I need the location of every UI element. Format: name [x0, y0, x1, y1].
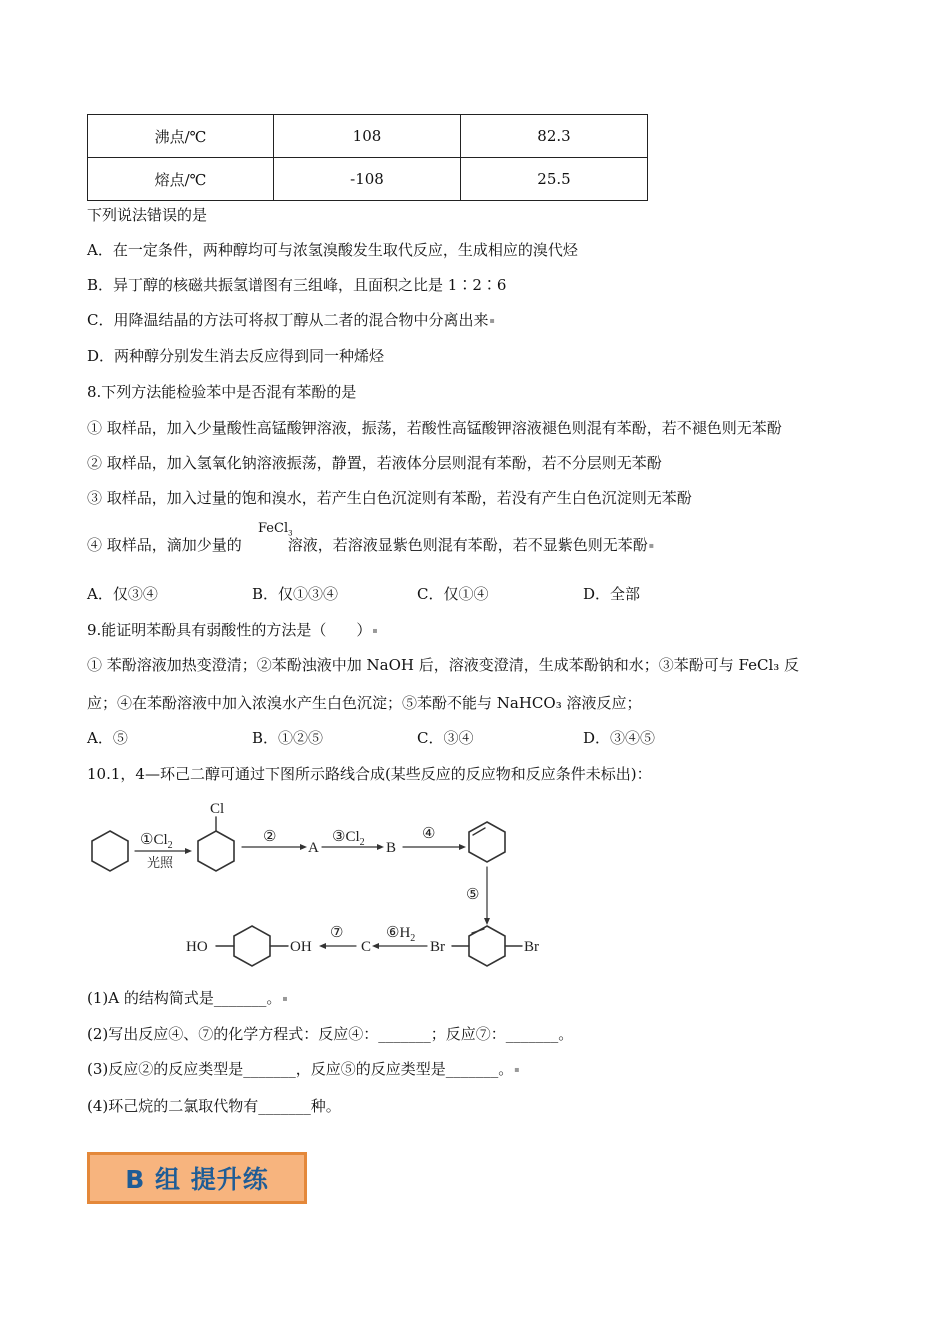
compound-a: A [308, 840, 319, 856]
q9-option-c: C．③④ [417, 729, 474, 747]
q8-option-b: B．仅①③④ [252, 585, 339, 603]
table-cell: 沸点/℃ [88, 115, 274, 158]
compound-c: C [361, 939, 372, 955]
step-1-condition: 光照 [147, 855, 174, 870]
table-row [88, 158, 648, 201]
br-right-label: Br [524, 939, 539, 955]
br-left-label: Br [430, 939, 445, 955]
q9-option-d: D．③④⑤ [583, 729, 656, 747]
step-1-label: $①Cl_2$ [140, 832, 173, 851]
q7-stem: 下列说法错误的是 [87, 206, 208, 224]
compound-b: B [386, 840, 397, 856]
oh-label: OH [290, 939, 312, 955]
chlorocyclohexane-ring [198, 831, 234, 871]
q10-part-1-text: (1)A 的结构简式是_______。 [87, 989, 282, 1007]
q7-option-c-text: C．用降温结晶的方法可将叔丁醇从二者的混合物中分离出来 [87, 311, 489, 329]
q7-option-a: A．在一定条件，两种醇均可与浓氢溴酸发生取代反应，生成相应的溴代烃 [87, 241, 578, 259]
table-cell: 82.3 [461, 115, 648, 158]
q10-part-2: (2)写出反应④、⑦的化学方程式：反应④：_______；反应⑦：_______。 [87, 1025, 574, 1043]
step-4-label: ④ [422, 826, 436, 842]
table-cell: -108 [274, 158, 461, 201]
q9-option-a: A．⑤ [87, 729, 128, 747]
synthesis-scheme-diagram [80, 795, 560, 975]
arrowhead [484, 918, 490, 925]
watermark-icon: ▪ [372, 626, 378, 635]
q9-line-2: 应；④在苯酚溶液中加入浓溴水产生白色沉淀；⑤苯酚不能与 NaHCO₃ 溶液反应； [87, 694, 642, 712]
arrowhead [377, 844, 384, 850]
cyclohexanediol-ring [234, 926, 270, 966]
cyclohexene-ring [469, 822, 505, 862]
step-2-label: ② [263, 829, 277, 845]
watermark-icon: ▪ [489, 316, 495, 325]
step-3-label: $③Cl_2$ [332, 829, 365, 848]
double-bond [472, 929, 484, 933]
q8-statement-3: ③ 取样品，加入过量的饱和溴水，若产生白色沉淀则有苯酚，若没有产生白色沉淀则无苯酚 [87, 489, 692, 507]
q8-option-d: D．全部 [583, 585, 641, 603]
properties-table [87, 114, 648, 201]
q9-stem [87, 620, 378, 641]
fecl-subscript: 3 [288, 529, 293, 538]
arrowhead [185, 848, 192, 854]
q7-option-c [87, 310, 495, 331]
q10-stem: 10.1，4—环己二醇可通过下图所示路线合成(某些反应的反应物和反应条件未标出)： [87, 765, 652, 783]
watermark-icon: ▪ [282, 994, 288, 1003]
step-6-label: $⑥H_2$ [386, 925, 416, 944]
watermark-icon: ▪ [648, 541, 655, 550]
step-5-label: ⑤ [466, 887, 480, 903]
q8-statement-4 [87, 535, 654, 556]
q8-stem: 8.下列方法能检验苯中是否混有苯酚的是 [87, 383, 357, 401]
q8-option-a: A．仅③④ [87, 585, 158, 603]
q9-stem-text: 9.能证明苯酚具有弱酸性的方法是（ ） [87, 621, 372, 639]
arrowhead [459, 844, 466, 850]
q8-s4-pre: ④ 取样品，滴加少量的 [87, 536, 242, 554]
table-cell: 108 [274, 115, 461, 158]
cl-label: Cl [210, 801, 225, 817]
q8-s4-post: 溶液，若溶液显紫色则混有苯酚，若不显紫色则无苯酚 [287, 536, 648, 554]
q8-statement-2: ② 取样品，加入氢氧化钠溶液振荡，静置，若液体分层则混有苯酚，若不分层则无苯酚 [87, 454, 662, 472]
arrowhead [372, 943, 379, 949]
q7-option-b: B．异丁醇的核磁共振氢谱图有三组峰，且面积之比是 1∶2∶6 [87, 276, 507, 294]
q10-part-3 [87, 1059, 520, 1080]
section-banner-title: B 组 提升练 [125, 1165, 269, 1194]
ho-label: HO [186, 939, 208, 955]
watermark-icon: ▪ [514, 1065, 520, 1074]
arrowhead [319, 943, 326, 949]
arrowhead [300, 844, 307, 850]
q10-part-4: (4)环己烷的二氯取代物有_______种。 [87, 1097, 341, 1115]
q8-option-c: C．仅①④ [417, 585, 489, 603]
section-banner [87, 1152, 307, 1204]
q8-statement-1: ① 取样品，加入少量酸性高锰酸钾溶液，振荡，若酸性高锰酸钾溶液褪色则混有苯酚，若不褪色则无苯酚 [87, 419, 782, 437]
q10-part-3-text: (3)反应②的反应类型是_______，反应⑤的反应类型是_______。 [87, 1060, 514, 1078]
q9-line-1: ① 苯酚溶液加热变澄清；②苯酚浊液中加 NaOH 后，溶液变澄清，生成苯酚钠和水；③苯酚可与 FeCl₃ 反 [87, 656, 800, 674]
table-row [88, 115, 648, 158]
q10-part-1 [87, 988, 288, 1009]
cyclohexane-ring [92, 831, 128, 871]
q9-option-b: B．①②⑤ [252, 729, 324, 747]
step-7-label: ⑦ [330, 925, 344, 941]
fecl-text: FeCl [258, 521, 289, 536]
table-cell: 25.5 [461, 158, 648, 201]
q7-option-d: D．两种醇分别发生消去反应得到同一种烯烃 [87, 347, 385, 365]
table-cell: 熔点/℃ [88, 158, 274, 201]
